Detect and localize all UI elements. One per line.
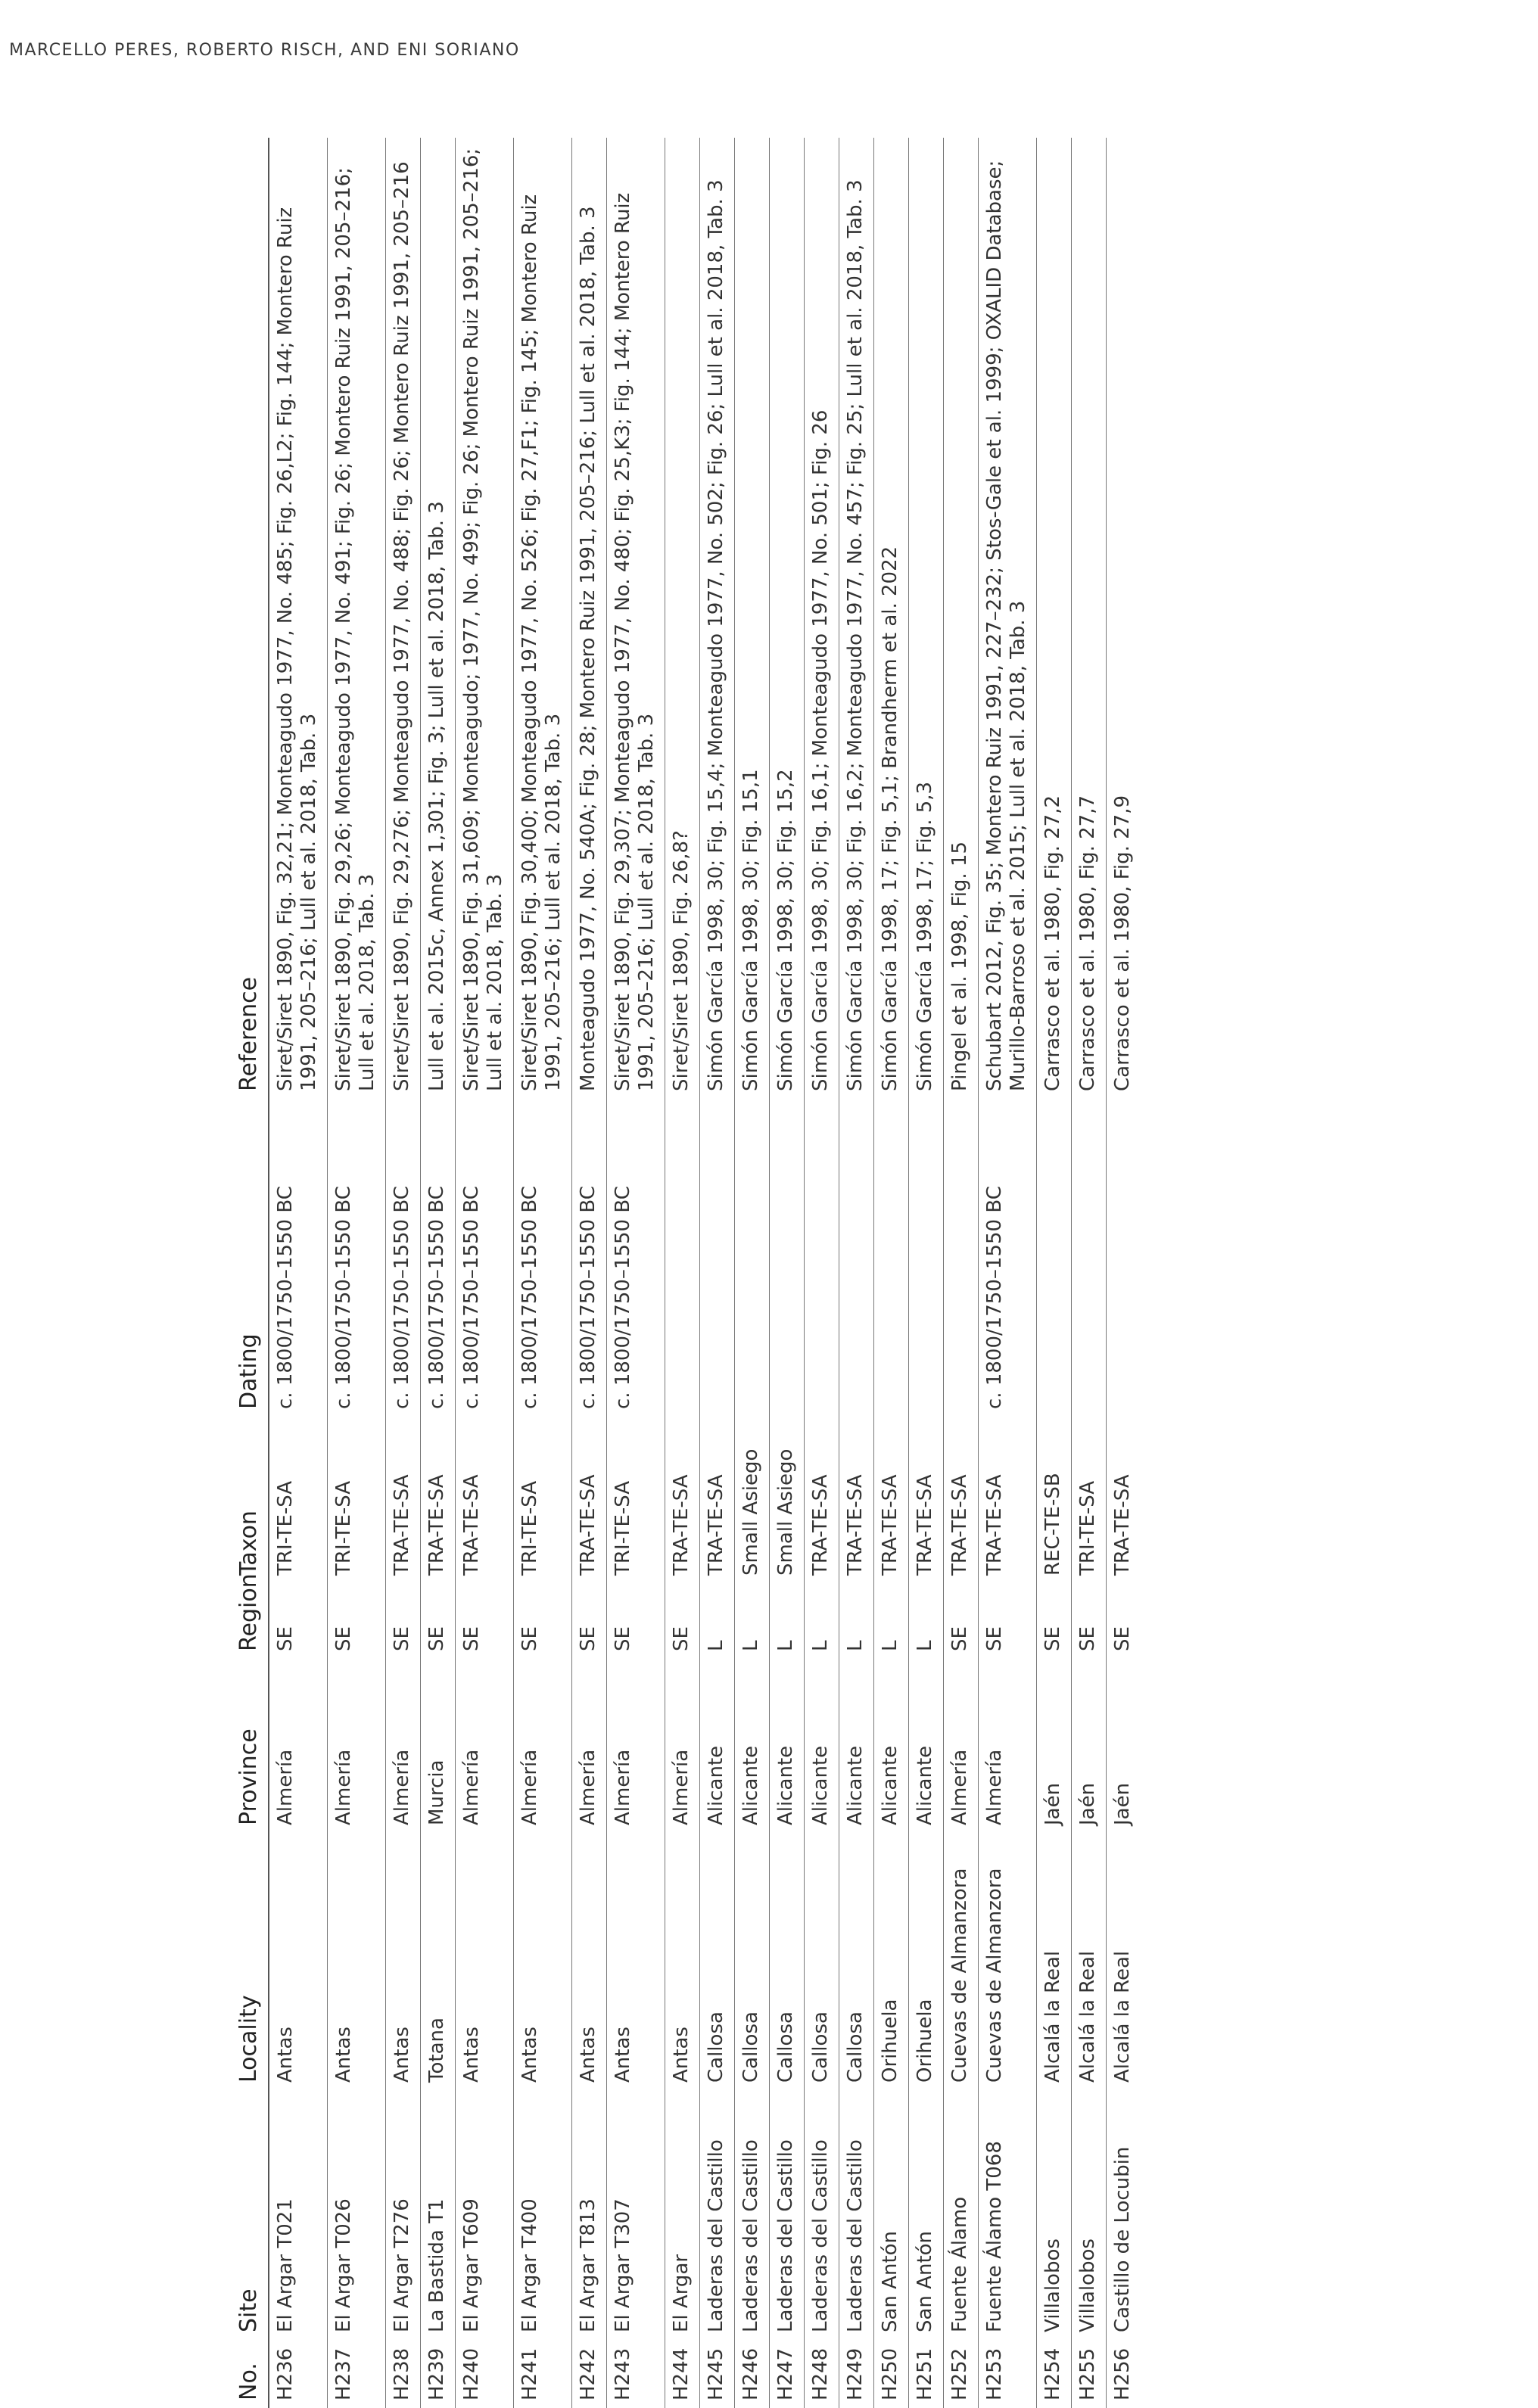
cell-reference: Siret/Siret 1890, Fig. 29,307; Monteagudo 1977, No. 480; Fig. 25,K3; Fig. 144; Montero Ruiz 1991, 205–216; Lull et al. 2018, Tab. 3 (607, 138, 665, 1099)
cell-taxon: TRI-TE-SA (328, 1417, 386, 1583)
cell-province: Jaén (1072, 1659, 1107, 1833)
table-row (805, 138, 839, 2408)
cell-no: H246 (735, 2340, 770, 2408)
table-row (909, 138, 944, 2408)
cell-reference: Lull et al. 2015c, Annex 1,301; Fig. 3; Lull et al. 2018, Tab. 3 (421, 138, 456, 1099)
cell-taxon: TRA-TE-SA (944, 1417, 979, 1583)
cell-region: L (770, 1583, 805, 1659)
cell-province: Almería (386, 1659, 421, 1833)
table-body (269, 138, 1141, 2408)
cell-region: SE (421, 1583, 456, 1659)
cell-no: H236 (269, 2340, 328, 2408)
cell-taxon: TRA-TE-SA (700, 1417, 735, 1583)
cell-taxon: TRA-TE-SA (386, 1417, 421, 1583)
cell-locality: Cuevas de Almanzora (944, 1833, 979, 2090)
cell-region: SE (1111, 1626, 1134, 1651)
header-site: Site (114, 2090, 269, 2340)
cell-dating: c. 1800/1750–1550 BC (386, 1099, 421, 1417)
cell-no: H242 (572, 2340, 607, 2408)
cell-province: Alicante (839, 1659, 874, 1833)
cell-locality: Totana (421, 1833, 456, 2090)
cell-province: Murcia (421, 1659, 456, 1833)
cell-taxon: TRA-TE-SA (805, 1417, 839, 1583)
cell-taxon: TRA-TE-SA (874, 1417, 909, 1583)
cell-no: H244 (665, 2340, 700, 2408)
cell-province: Alicante (700, 1659, 735, 1833)
cell-region: SE (269, 1583, 328, 1659)
cell-dating: c. 1800/1750–1550 BC (328, 1099, 386, 1417)
cell-dating (909, 1099, 944, 1417)
cell-locality: Callosa (839, 1833, 874, 2090)
cell-reference: Siret/Siret 1890, Fig. 26,8? (665, 138, 700, 1099)
cell-province: Almería (979, 1659, 1037, 1833)
header-dating: Dating (114, 1099, 269, 1417)
table-row (944, 138, 979, 2408)
cell-region: L (839, 1583, 874, 1659)
cell-dating (805, 1099, 839, 1417)
cell-province: Almería (456, 1659, 514, 1833)
cell-reference: Simón García 1998, 30; Fig. 16,2; Monteagudo 1977, No. 457; Fig. 25; Lull et al. 2018, Tab. 3 (839, 138, 874, 1099)
cell-region: SE (607, 1583, 665, 1659)
cell-province: Almería (572, 1659, 607, 1833)
cell-taxon: TRA-TE-SA (979, 1417, 1037, 1583)
cell-locality: Antas (572, 1833, 607, 2090)
header-region: Region (114, 1583, 269, 1659)
cell-no: H241 (514, 2340, 572, 2408)
cell-reference: Schubart 2012, Fig. 35; Montero Ruiz 1991, 227–232; Stos-Gale et al. 1999; OXALID Database; Murillo-Barroso et al. 2015; Lull et al. 2018, Tab. 3 (979, 138, 1037, 1099)
cell-reference: Carrasco et al. 1980, Fig. 27,9 (1111, 795, 1134, 1091)
cell-site: La Bastida T1 (421, 2090, 456, 2340)
cell-dating: c. 1800/1750–1550 BC (421, 1099, 456, 1417)
cell-province: Almería (514, 1659, 572, 1833)
running-header: MARCELLO PERES, ROBERTO RISCH, AND ENI SORIANO (9, 41, 520, 60)
cell-reference: Siret/Siret 1890, Fig. 32,21; Monteagudo 1977, No. 485; Fig. 26,L2; Fig. 144; Montero Ruiz 1991, 205–216; Lull et al. 2018, Tab. 3 (269, 138, 328, 1099)
cell-locality: Alcalá la Real (1072, 1833, 1107, 2090)
cell-site: El Argar T276 (386, 2090, 421, 2340)
cell-taxon: TRA-TE-SA (839, 1417, 874, 1583)
cell-site: El Argar T021 (269, 2090, 328, 2340)
cell-site: El Argar (665, 2090, 700, 2340)
cell-no: H254 (1037, 2340, 1072, 2408)
cell-site: Fuente Álamo (944, 2090, 979, 2340)
cell-locality: Callosa (805, 1833, 839, 2090)
cell-taxon: TRA-TE-SA (1111, 1474, 1134, 1576)
cell-region: L (874, 1583, 909, 1659)
cell-reference: Simón García 1998, 17; Fig. 5,3 (909, 138, 944, 1099)
cell-reference: Simón García 1998, 30; Fig. 15,1 (735, 138, 770, 1099)
table-row (607, 138, 665, 2408)
cell-province: Almería (665, 1659, 700, 1833)
cell-no: H250 (874, 2340, 909, 2408)
cell-taxon: TRI-TE-SA (514, 1417, 572, 1583)
cell-site: Laderas del Castillo (805, 2090, 839, 2340)
cell-dating: c. 1800/1750–1550 BC (572, 1099, 607, 1417)
table-row (874, 138, 909, 2408)
cell-locality: Antas (328, 1833, 386, 2090)
cell-locality: Antas (514, 1833, 572, 2090)
catalogue-table-frame (114, 138, 1524, 2408)
table-row (514, 138, 572, 2408)
cell-region: SE (1037, 1583, 1072, 1659)
table-row (1072, 138, 1107, 2408)
cell-province: Alicante (874, 1659, 909, 1833)
cell-locality: Callosa (700, 1833, 735, 2090)
header-locality: Locality (114, 1833, 269, 2090)
table-row (269, 138, 328, 2408)
cell-taxon: TRA-TE-SA (456, 1417, 514, 1583)
table-row (770, 138, 805, 2408)
cell-dating (770, 1099, 805, 1417)
cell-site: El Argar T813 (572, 2090, 607, 2340)
cell-no: H248 (805, 2340, 839, 2408)
cell-reference: Carrasco et al. 1980, Fig. 27,7 (1072, 138, 1107, 1099)
cell-locality: Antas (607, 1833, 665, 2090)
cell-taxon: REC-TE-SB (1037, 1417, 1072, 1583)
cell-dating: c. 1800/1750–1550 BC (456, 1099, 514, 1417)
cell-region: SE (328, 1583, 386, 1659)
cell-site: San Antón (874, 2090, 909, 2340)
cell-dating (1107, 1099, 1141, 1417)
cell-taxon: TRI-TE-SA (607, 1417, 665, 1583)
cell-site: Laderas del Castillo (839, 2090, 874, 2340)
catalogue-table (114, 138, 1141, 2408)
cell-province: Jaén (1111, 1782, 1134, 1825)
cell-locality: Cuevas de Almanzora (979, 1833, 1037, 2090)
cell-site: Villalobos (1072, 2090, 1107, 2340)
cell-dating: c. 1800/1750–1550 BC (514, 1099, 572, 1417)
cell-dating (944, 1099, 979, 1417)
table-row (665, 138, 700, 2408)
cell-site: El Argar T026 (328, 2090, 386, 2340)
cell-region: L (805, 1583, 839, 1659)
cell-reference: Simón García 1998, 30; Fig. 15,2 (770, 138, 805, 1099)
cell-no: H243 (607, 2340, 665, 2408)
cell-province: Almería (944, 1659, 979, 1833)
cell-taxon: TRA-TE-SA (909, 1417, 944, 1583)
cell-dating (665, 1099, 700, 1417)
cell-region: SE (1072, 1583, 1107, 1659)
header-province: Province (114, 1659, 269, 1833)
header-no: No. (114, 2340, 269, 2408)
cell-locality: Antas (665, 1833, 700, 2090)
cell-locality: Orihuela (874, 1833, 909, 2090)
cell-dating (839, 1099, 874, 1417)
cell-region: SE (944, 1583, 979, 1659)
cell-no: H255 (1072, 2340, 1107, 2408)
cell-reference: Siret/Siret 1890, Fig. 30,400; Monteagudo 1977, No. 526; Fig. 27,F1; Fig. 145; Montero Ruiz 1991, 205–216; Lull et al. 2018, Tab. 3 (514, 138, 572, 1099)
cell-dating: c. 1800/1750–1550 BC (979, 1099, 1037, 1417)
header-reference: Reference (114, 138, 269, 1099)
table-row (735, 138, 770, 2408)
cell-region: L (909, 1583, 944, 1659)
cell-province: Jaén (1037, 1659, 1072, 1833)
table-row (572, 138, 607, 2408)
cell-no: H253 (979, 2340, 1037, 2408)
table-row (386, 138, 421, 2408)
cell-site: El Argar T307 (607, 2090, 665, 2340)
cell-dating (874, 1099, 909, 1417)
cell-no: H238 (386, 2340, 421, 2408)
table-row (700, 138, 735, 2408)
table-header (114, 138, 269, 2408)
cell-reference: Simón García 1998, 30; Fig. 16,1; Monteagudo 1977, No. 501; Fig. 26 (805, 138, 839, 1099)
cell-taxon: Small Asiego (770, 1417, 805, 1583)
cell-province: Alicante (770, 1659, 805, 1833)
cell-region: SE (665, 1583, 700, 1659)
cell-region: SE (386, 1583, 421, 1659)
cell-no: H247 (770, 2340, 805, 2408)
cell-site: El Argar T609 (456, 2090, 514, 2340)
cell-reference: Siret/Siret 1890, Fig. 29,26; Monteagudo 1977, No. 491; Fig. 26; Montero Ruiz 1991, 205–216; Lull et al. 2018, Tab. 3 (328, 138, 386, 1099)
cell-locality: Alcalá la Real (1111, 1950, 1134, 2083)
table-row (456, 138, 514, 2408)
header-row (114, 138, 269, 2408)
cell-site: Castillo de Locubin (1111, 2146, 1134, 2332)
cell-reference: Siret/Siret 1890, Fig. 31,609; Monteagudo; 1977, No. 499; Fig. 26; Montero Ruiz 1991, 205–216; Lull et al. 2018, Tab. 3 (456, 138, 514, 1099)
cell-site: Fuente Álamo T068 (979, 2090, 1037, 2340)
cell-region: SE (572, 1583, 607, 1659)
cell-no: H240 (456, 2340, 514, 2408)
table-row (1037, 138, 1072, 2408)
cell-no: H256 (1111, 2347, 1134, 2400)
cell-region: SE (456, 1583, 514, 1659)
cell-locality: Callosa (735, 1833, 770, 2090)
cell-taxon: TRI-TE-SA (1072, 1417, 1107, 1583)
cell-dating (1072, 1099, 1107, 1417)
cell-dating: c. 1800/1750–1550 BC (607, 1099, 665, 1417)
cell-region: L (735, 1583, 770, 1659)
cell-province: Almería (269, 1659, 328, 1833)
cell-site: El Argar T400 (514, 2090, 572, 2340)
cell-dating (700, 1099, 735, 1417)
table-row (328, 138, 386, 2408)
cell-site: Laderas del Castillo (700, 2090, 735, 2340)
cell-province: Alicante (805, 1659, 839, 1833)
cell-region: SE (979, 1583, 1037, 1659)
cell-locality: Orihuela (909, 1833, 944, 2090)
table-row (979, 138, 1037, 2408)
cell-site: Laderas del Castillo (770, 2090, 805, 2340)
cell-dating (1037, 1099, 1072, 1417)
cell-no: H245 (700, 2340, 735, 2408)
cell-province: Almería (607, 1659, 665, 1833)
cell-reference: Carrasco et al. 1980, Fig. 27,2 (1037, 138, 1072, 1099)
table-row (421, 138, 456, 2408)
cell-no: H251 (909, 2340, 944, 2408)
cell-locality: Antas (456, 1833, 514, 2090)
cell-taxon: TRA-TE-SA (421, 1417, 456, 1583)
cell-reference: Monteagudo 1977, No. 540A; Fig. 28; Montero Ruiz 1991, 205–216; Lull et al. 2018, Tab. 3 (572, 138, 607, 1099)
cell-region: SE (514, 1583, 572, 1659)
cell-reference: Siret/Siret 1890, Fig. 29,276; Monteagudo 1977, No. 488; Fig. 26; Montero Ruiz 1991, 205–216 (386, 138, 421, 1099)
cell-dating (735, 1099, 770, 1417)
cell-taxon: Small Asiego (735, 1417, 770, 1583)
cell-no: H249 (839, 2340, 874, 2408)
table-row (1107, 138, 1141, 2408)
table-row (839, 138, 874, 2408)
cell-locality: Callosa (770, 1833, 805, 2090)
cell-no: H237 (328, 2340, 386, 2408)
cell-dating: c. 1800/1750–1550 BC (269, 1099, 328, 1417)
cell-province: Alicante (909, 1659, 944, 1833)
cell-reference: Simón García 1998, 17; Fig. 5,1; Brandherm et al. 2022 (874, 138, 909, 1099)
cell-reference: Simón García 1998, 30; Fig. 15,4; Monteagudo 1977, No. 502; Fig. 26; Lull et al. 2018, Tab. 3 (700, 138, 735, 1099)
cell-taxon: TRA-TE-SA (665, 1417, 700, 1583)
cell-locality: Antas (269, 1833, 328, 2090)
header-taxon: Taxon (114, 1417, 269, 1583)
cell-site: Villalobos (1037, 2090, 1072, 2340)
cell-no: H252 (944, 2340, 979, 2408)
cell-region: L (700, 1583, 735, 1659)
cell-taxon: TRA-TE-SA (572, 1417, 607, 1583)
cell-no: H239 (421, 2340, 456, 2408)
cell-locality: Antas (386, 1833, 421, 2090)
cell-province: Almería (328, 1659, 386, 1833)
cell-site: San Antón (909, 2090, 944, 2340)
cell-reference: Pingel et al. 1998, Fig. 15 (944, 138, 979, 1099)
cell-taxon: TRI-TE-SA (269, 1417, 328, 1583)
cell-site: Laderas del Castillo (735, 2090, 770, 2340)
cell-locality: Alcalá la Real (1037, 1833, 1072, 2090)
cell-province: Alicante (735, 1659, 770, 1833)
